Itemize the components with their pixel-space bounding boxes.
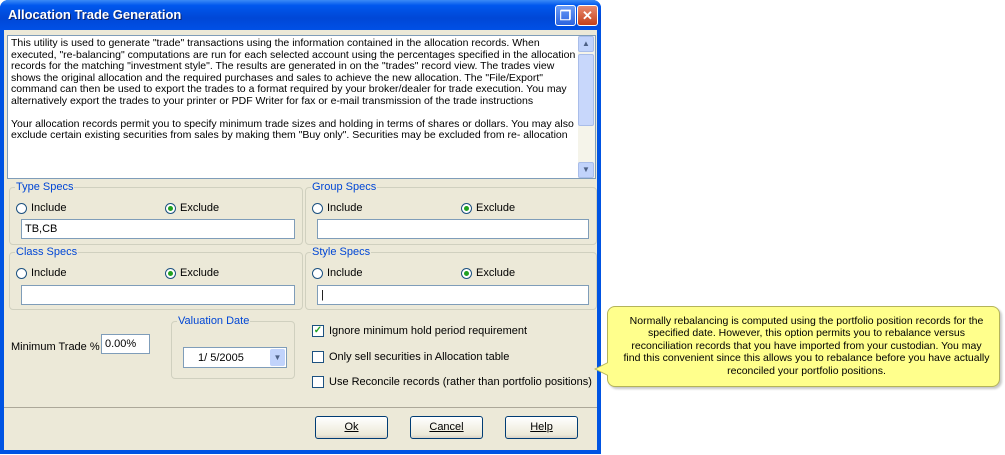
tooltip-pointer-fill — [596, 363, 608, 375]
radio-selected-icon[interactable] — [165, 203, 176, 214]
checkbox-box-icon[interactable] — [312, 351, 324, 363]
radio-label: Include — [327, 267, 363, 279]
scroll-up-icon[interactable]: ▲ — [578, 36, 594, 52]
radio-circle-icon[interactable] — [16, 268, 27, 279]
class-specs-group — [9, 246, 303, 310]
class-exclude-radio[interactable] — [165, 267, 219, 279]
description-textarea[interactable] — [7, 35, 596, 179]
style-exclude-radio[interactable] — [461, 267, 515, 279]
style-specs-label: Style Specs — [312, 246, 371, 258]
scroll-thumb[interactable] — [578, 54, 594, 126]
cancel-button-label: Cancel — [429, 421, 464, 433]
radio-circle-icon[interactable] — [16, 203, 27, 214]
radio-label: Exclude — [476, 202, 516, 214]
scroll-down-icon[interactable]: ▼ — [578, 162, 594, 178]
vertical-scrollbar[interactable] — [578, 36, 595, 178]
class-include-radio[interactable] — [16, 267, 66, 279]
class-specs-label: Class Specs — [16, 246, 78, 258]
ok-button[interactable] — [315, 416, 388, 439]
radio-selected-icon[interactable] — [461, 268, 472, 279]
style-specs-group — [305, 246, 597, 310]
group-specs-label: Group Specs — [312, 181, 377, 193]
valuation-date-value: 1/ 5/2005 — [198, 352, 244, 364]
radio-label: Exclude — [180, 267, 220, 279]
radio-selected-icon[interactable] — [165, 268, 176, 279]
ignore-hold-period-checkbox[interactable] — [312, 325, 527, 337]
tooltip-text: Normally rebalancing is computed using the portfolio position records for the specified date. However, this option permits you to rebalance versus reconciliation records that you have imported from your custodian. You may find this convenient since this allows you to rebalance before you have actually reconciled your portfolio positions. — [623, 315, 990, 377]
title-bar[interactable] — [0, 0, 601, 30]
group-specs-group — [305, 181, 597, 245]
tooltip-callout — [607, 306, 1000, 387]
description-paragraph: This utility is used to generate "trade" transactions using the information contained in the allocation records. When executed, "re-balancing" computations are run for each selected account using the percentages specified in the allocation records for the matching "investment style". The results are generated in on the "trades" record view. The trades view shows the original allocation and the required purchases and sales to achieve the new allocation. The "File/Export" command can then be used to export the trades to a format required by your broker/dealer for trade execution. You may alternatively export the trades to your printer or PDF Writer for fax or e-mail transmission of the trade instructions — [11, 37, 576, 107]
window-title: Allocation Trade Generation — [8, 7, 182, 22]
group-specs-input[interactable] — [317, 219, 589, 239]
radio-circle-icon[interactable] — [312, 203, 323, 214]
description-text — [11, 38, 579, 153]
minimum-trade-label: Minimum Trade % — [11, 341, 100, 353]
description-paragraph: Your allocation records permit you to specify minimum trade sizes and holding in terms of shares or dollars. You may also exclude certain existing securities from sales by making them "Buy only". Securities may be excluded from re- allocation — [11, 117, 574, 142]
help-button-label: Help — [530, 421, 553, 433]
close-icon[interactable]: ✕ — [577, 5, 598, 26]
valuation-date-label: Valuation Date — [178, 315, 250, 327]
style-include-radio[interactable] — [312, 267, 362, 279]
style-specs-input[interactable]: | — [317, 285, 589, 305]
radio-label: Include — [31, 267, 67, 279]
radio-label: Exclude — [180, 202, 220, 214]
radio-label: Exclude — [476, 267, 516, 279]
divider — [4, 407, 597, 408]
valuation-date-picker[interactable] — [183, 347, 287, 368]
type-specs-label: Type Specs — [16, 181, 74, 193]
checkbox-label: Only sell securities in Allocation table — [329, 351, 510, 363]
only-sell-allocation-checkbox[interactable] — [312, 351, 509, 363]
valuation-date-group — [171, 315, 295, 379]
group-exclude-radio[interactable] — [461, 202, 515, 214]
type-exclude-radio[interactable] — [165, 202, 219, 214]
class-specs-input[interactable] — [21, 285, 295, 305]
restore-icon[interactable]: ❐ — [555, 5, 576, 26]
type-include-radio[interactable] — [16, 202, 66, 214]
chevron-down-icon[interactable]: ▼ — [270, 349, 285, 366]
type-specs-input[interactable]: TB,CB — [21, 219, 295, 239]
checkbox-label: Use Reconcile records (rather than portfolio positions) — [329, 376, 592, 388]
checkbox-box-icon[interactable] — [312, 376, 324, 388]
type-specs-group — [9, 181, 303, 245]
checkbox-label: Ignore minimum hold period requirement — [329, 325, 528, 337]
radio-label: Include — [31, 202, 67, 214]
radio-circle-icon[interactable] — [312, 268, 323, 279]
ok-button-label: Ok — [344, 421, 359, 433]
use-reconcile-records-checkbox[interactable] — [312, 376, 592, 388]
dialog-body — [4, 30, 597, 450]
radio-label: Include — [327, 202, 363, 214]
radio-selected-icon[interactable] — [461, 203, 472, 214]
cancel-button[interactable] — [410, 416, 483, 439]
minimum-trade-input[interactable]: 0.00% — [101, 334, 150, 354]
group-include-radio[interactable] — [312, 202, 362, 214]
help-button[interactable] — [505, 416, 578, 439]
checkmark-icon[interactable]: ✓ — [313, 325, 323, 336]
